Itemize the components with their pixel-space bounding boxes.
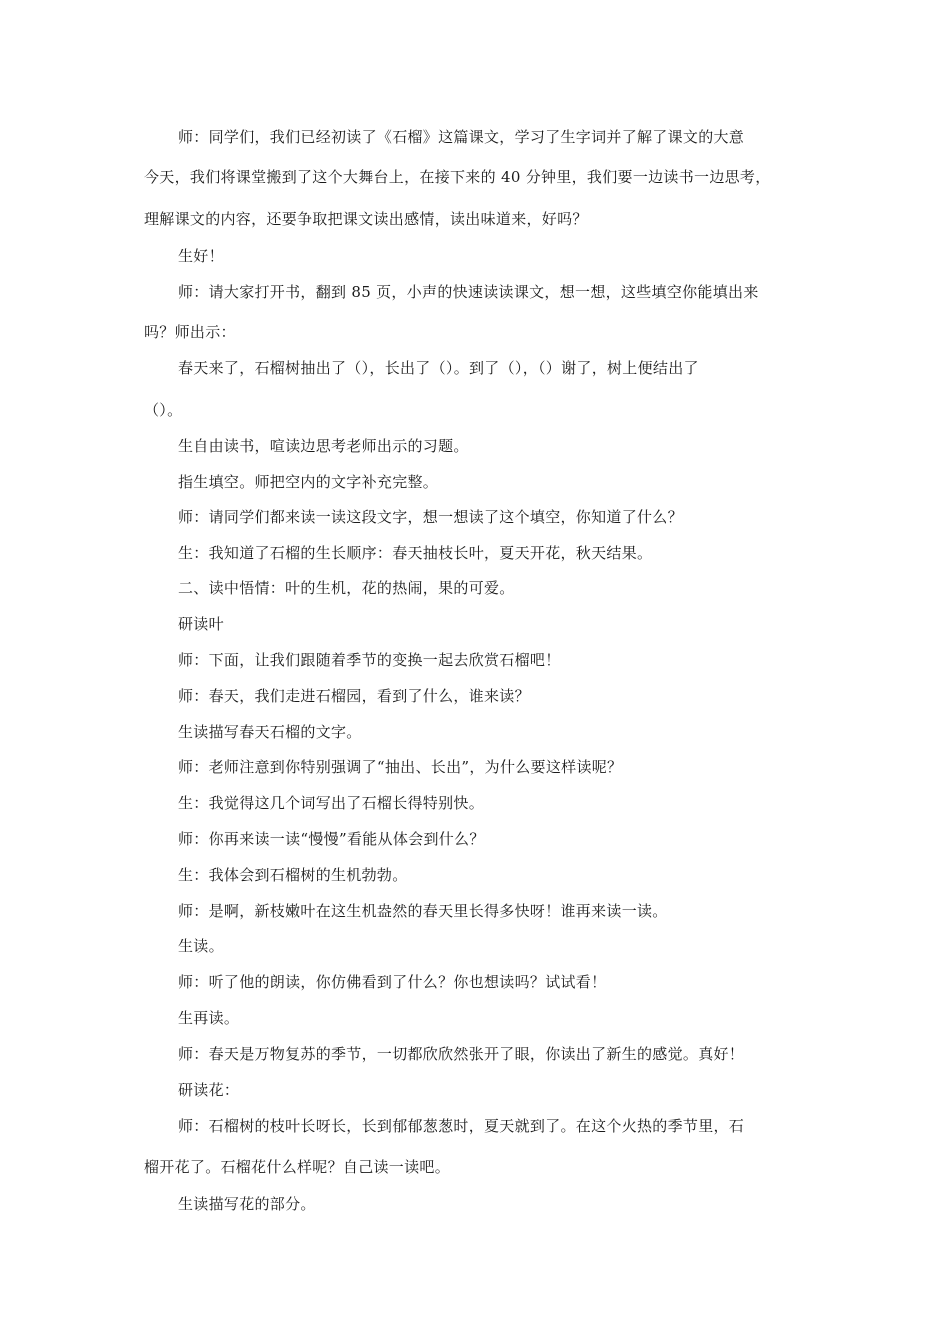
paragraph-line: 师：是啊，新枝嫩叶在这生机盎然的春天里长得多快呀！谁再来读一读。 [178,902,668,920]
paragraph-line: 生：我知道了石榴的生长顺序：春天抽枝长叶，夏天开花，秋天结果。 [178,544,653,562]
paragraph-line: 生读描写花的部分。 [178,1195,316,1213]
paragraph-line: 师：下面，让我们跟随着季节的变换一起去欣赏石榴吧！ [178,651,561,669]
paragraph-line: 师：听了他的朗读，你仿佛看到了什么？你也想读吗？试试看！ [178,973,607,991]
paragraph-line: 师：请大家打开书，翻到 85 页，小声的快速读读课文，想一想，这些填空你能填出来 [178,283,759,301]
paragraph-line: 师：同学们，我们已经初读了《石榴》这篇课文，学习了生字词并了解了课文的大意 [178,128,745,146]
paragraph-line: 吗？师出示： [144,323,236,341]
paragraph-line: 生读描写春天石榴的文字。 [178,723,362,741]
paragraph-line: 师：请同学们都来读一读这段文字，想一想读了这个填空，你知道了什么？ [178,508,683,526]
paragraph-line: 理解课文的内容，还要争取把课文读出感情，读出味道来，好吗？ [144,210,588,228]
paragraph-line: 指生填空。师把空内的文字补充完整。 [178,473,439,491]
paragraph-line: 师：春天，我们走进石榴园，看到了什么，谁来读？ [178,687,530,705]
paragraph-line: 师：老师注意到你特别强调了“抽出、长出”，为什么要这样读呢？ [178,758,623,776]
paragraph-line: （）。 [144,401,183,419]
paragraph-line: 今天，我们将课堂搬到了这个大舞台上，在接下来的 40 分钟里，我们要一边读书一边思考， [144,168,771,186]
paragraph-line: 生好！ [178,247,224,265]
paragraph-line: 师：你再来读一读“慢慢”看能从体会到什么？ [178,830,485,848]
paragraph-line: 生自由读书，喧读边思考老师出示的习题。 [178,437,469,455]
paragraph-line: 师：春天是万物复苏的季节，一切都欣欣然张开了眼，你读出了新生的感觉。真好！ [178,1045,745,1063]
paragraph-line: 榴开花了。石榴花什么样呢？自己读一读吧。 [144,1158,451,1176]
paragraph-line: 生：我体会到石榴树的生机勃勃。 [178,866,408,884]
paragraph-line: 研读花： [178,1081,240,1099]
paragraph-line: 生读。 [178,937,224,955]
paragraph-line: 师：石榴树的枝叶长呀长，长到郁郁葱葱时，夏天就到了。在这个火热的季节里，石 [178,1117,745,1135]
paragraph-line: 研读叶 [178,615,224,633]
paragraph-line: 生：我觉得这几个词写出了石榴长得特别快。 [178,794,485,812]
paragraph-line: 春天来了，石榴树抽出了（），长出了（）。到了（），（）谢了，树上便结出了 [178,359,699,377]
paragraph-line: 生再读。 [178,1009,240,1027]
paragraph-line: 二、读中悟情：叶的生机，花的热闹，果的可爱。 [178,579,515,597]
